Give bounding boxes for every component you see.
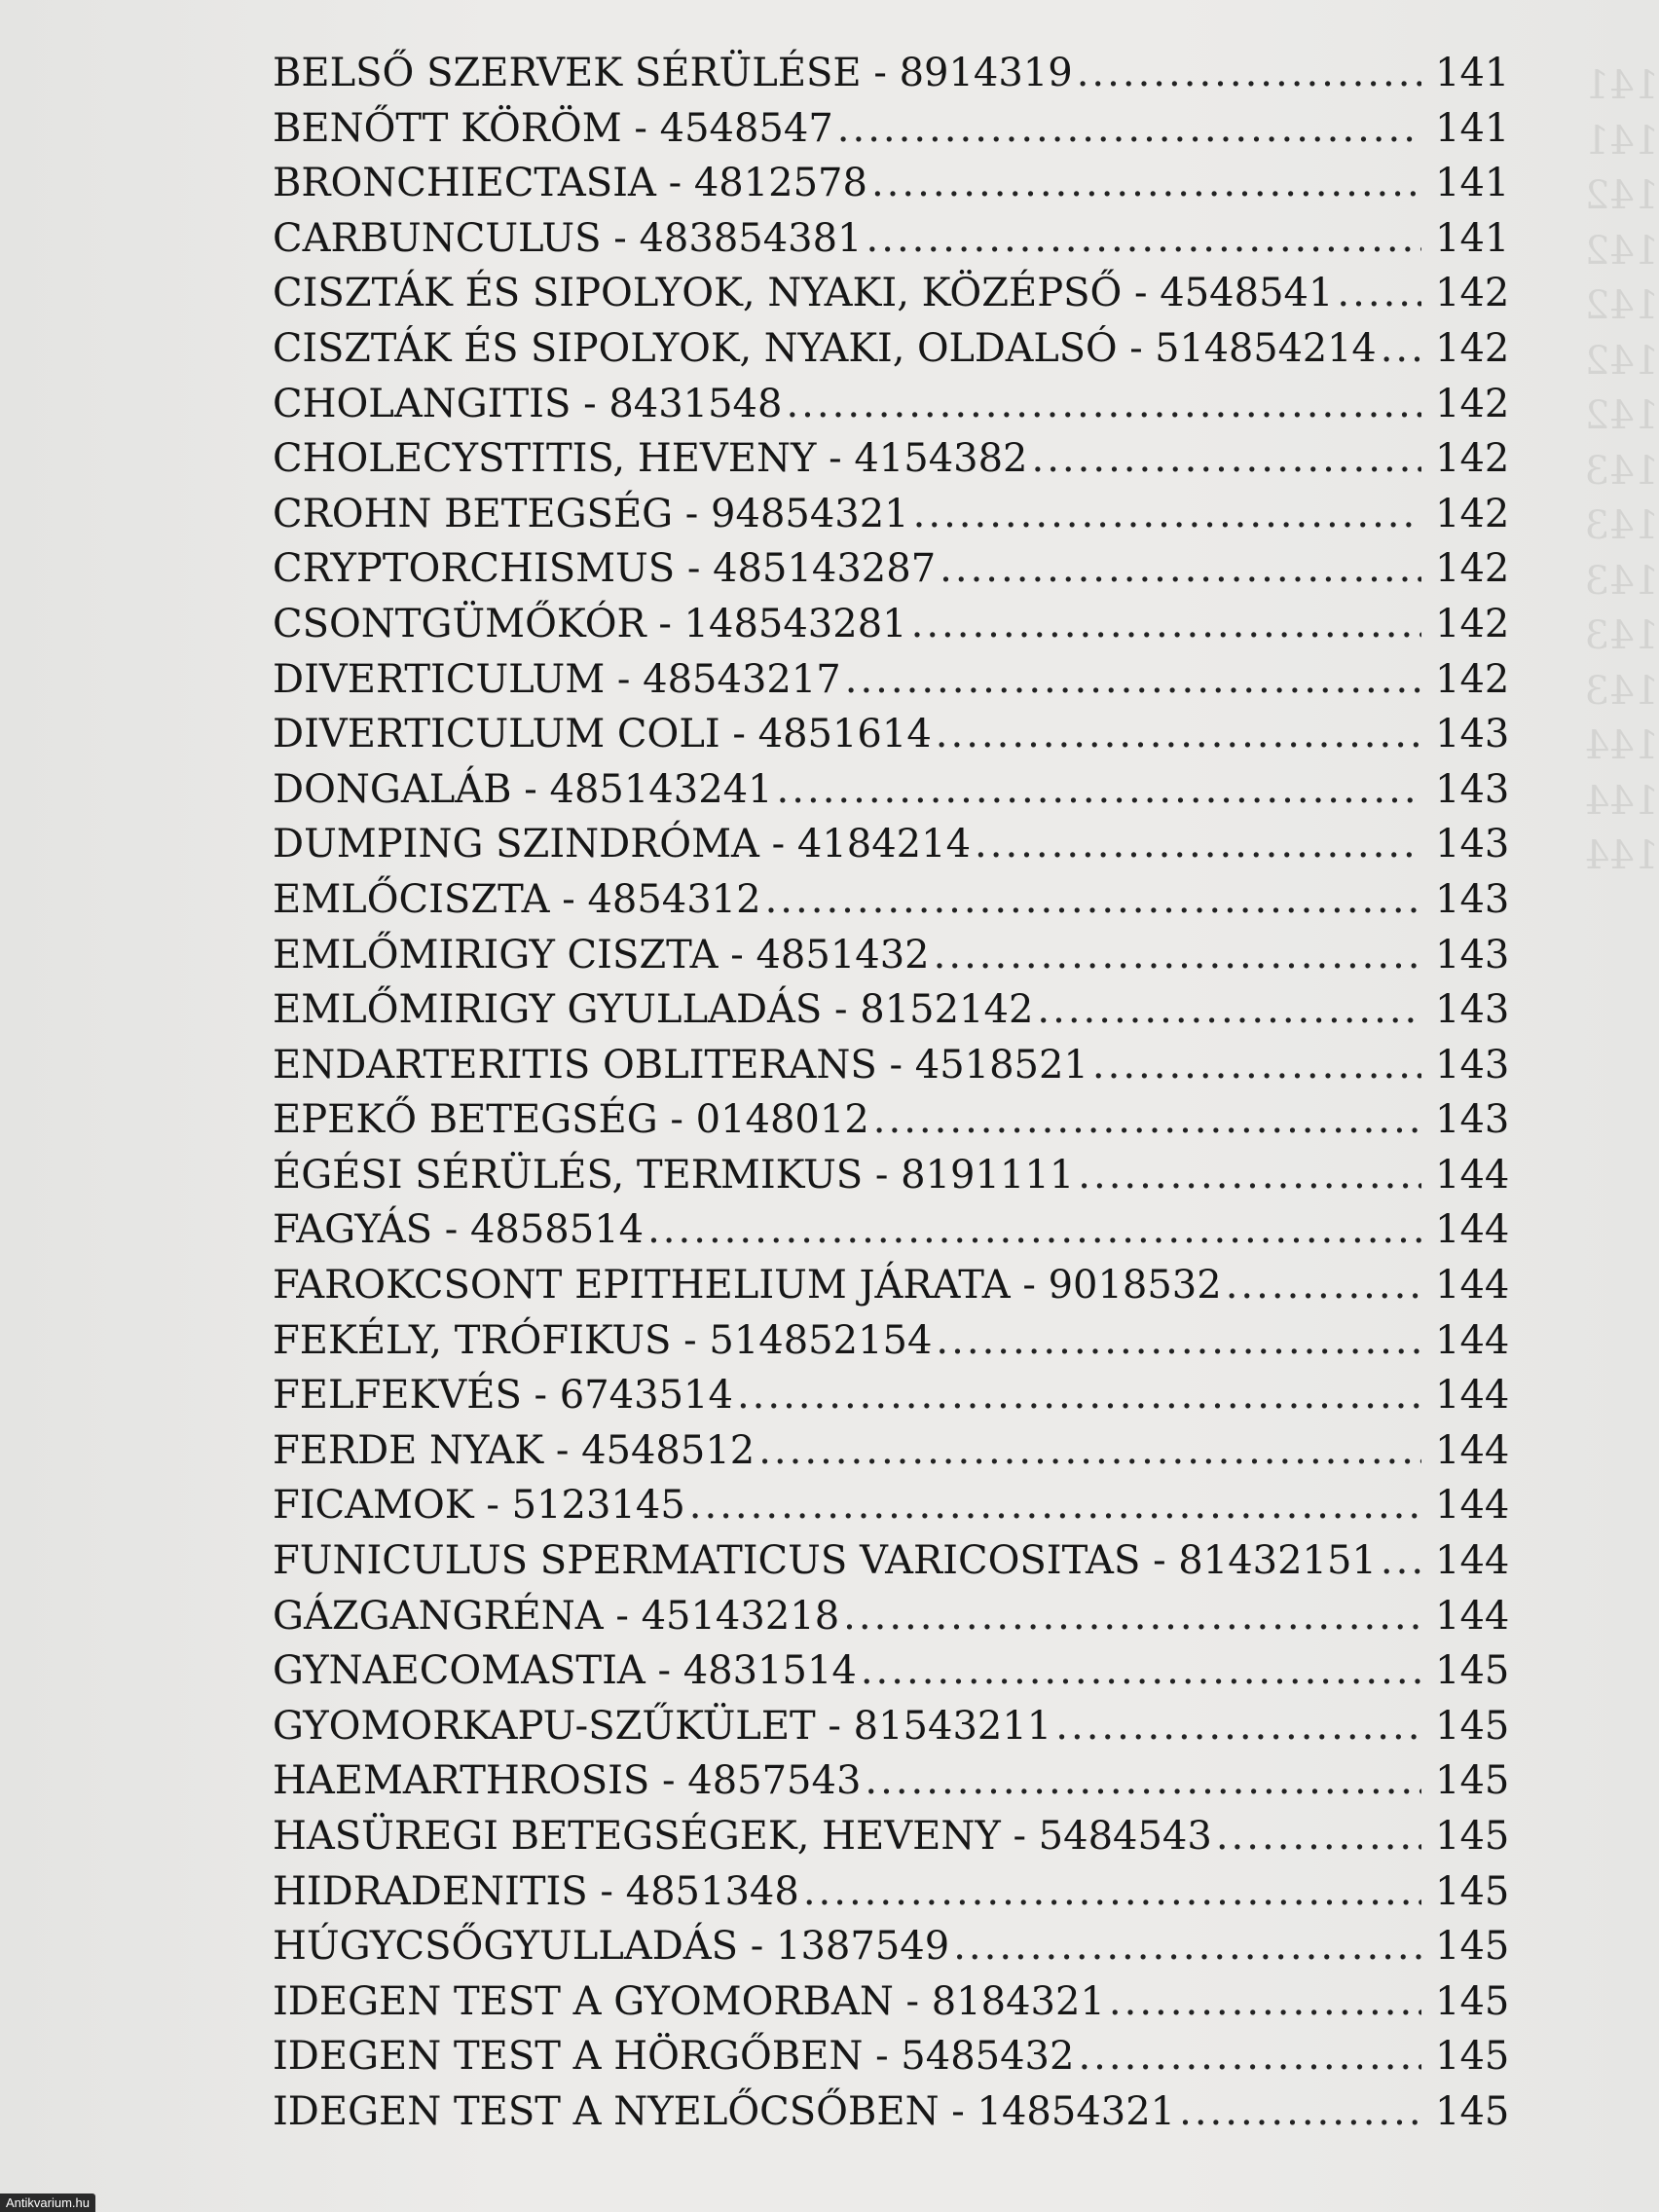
toc-entry-label: GÁZGANGRÉNA - 45143218 (273, 1593, 840, 1639)
toc-entry-label: ENDARTERITIS OBLITERANS - 4518521 (273, 1042, 1088, 1088)
dot-leader (689, 1483, 1421, 1528)
toc-entry (273, 1593, 1510, 1649)
toc-entry-page-number: 142 (1435, 325, 1510, 371)
toc-entry-label: HIDRADENITIS - 4851348 (273, 1868, 799, 1914)
dot-leader (837, 106, 1421, 151)
toc-entry (273, 656, 1510, 713)
dot-leader (786, 382, 1421, 426)
toc-entry-page-number: 143 (1435, 876, 1510, 922)
toc-entry (273, 491, 1510, 547)
toc-entry (273, 766, 1510, 823)
toc-entry-label: DUMPING SZINDRÓMA - 4184214 (273, 822, 972, 867)
toc-entry (273, 1152, 1510, 1208)
dot-leader (871, 161, 1421, 205)
toc-entry-label: CRYPTORCHISMUS - 485143287 (273, 546, 937, 592)
toc-entry (273, 546, 1510, 602)
table-of-contents (273, 51, 1510, 2145)
dot-leader (936, 712, 1421, 756)
dot-leader (845, 657, 1421, 702)
dot-leader (913, 492, 1421, 536)
toc-entry (273, 1097, 1510, 1153)
toc-entry (273, 1648, 1510, 1704)
toc-entry-label: CISZTÁK ÉS SIPOLYOK, NYAKI, KÖZÉPSŐ - 4548541 (273, 271, 1334, 316)
toc-entry-page-number: 142 (1435, 271, 1510, 316)
toc-entry (273, 822, 1510, 877)
toc-entry-label: FEKÉLY, TRÓFIKUS - 514852154 (273, 1317, 933, 1363)
toc-entry (273, 987, 1510, 1043)
toc-entry-label: FUNICULUS SPERMATICUS VARICOSITAS - 81432151 (273, 1538, 1377, 1584)
toc-entry-label: GYNAECOMASTIA - 4831514 (273, 1648, 857, 1694)
toc-entry-label: IDEGEN TEST A HÖRGŐBEN - 5485432 (273, 2034, 1075, 2080)
toc-entry-page-number: 145 (1435, 1924, 1510, 1970)
toc-entry (273, 2034, 1510, 2089)
toc-entry-page-number: 145 (1435, 1978, 1510, 2024)
toc-entry (273, 1978, 1510, 2035)
toc-entry (273, 105, 1510, 162)
dot-leader (1179, 2089, 1421, 2134)
dot-leader (843, 1594, 1421, 1639)
dot-leader (765, 877, 1421, 922)
toc-entry-page-number: 142 (1435, 656, 1510, 702)
toc-entry-label: FICAMOK - 5123145 (273, 1483, 685, 1529)
toc-entry-label: GYOMORKAPU-SZŰKÜLET - 81543211 (273, 1703, 1052, 1749)
dot-leader (737, 1373, 1421, 1418)
toc-entry-page-number: 142 (1435, 491, 1510, 536)
dot-leader (1037, 987, 1421, 1032)
toc-entry (273, 712, 1510, 767)
toc-entry-page-number: 145 (1435, 1648, 1510, 1694)
watermark: Antikvarium.hu (0, 2194, 95, 2212)
toc-entry (273, 876, 1510, 933)
dot-leader (953, 1924, 1421, 1969)
toc-entry-page-number: 143 (1435, 1042, 1510, 1088)
bleed-through-shadow: 141 141 142 142 142 142 142 143 143 143 143 143 144 144 144 (1584, 63, 1659, 878)
dot-leader (1055, 1704, 1421, 1749)
dot-leader (1032, 436, 1422, 481)
toc-entry-label: HAEMARTHROSIS - 4857543 (273, 1758, 862, 1804)
toc-entry-page-number: 144 (1435, 1483, 1510, 1529)
toc-entry (273, 1317, 1510, 1374)
toc-entry-page-number: 145 (1435, 1868, 1510, 1914)
toc-entry-label: CSONTGÜMŐKÓR - 148543281 (273, 601, 907, 646)
toc-entry (273, 325, 1510, 382)
dot-leader (1078, 2034, 1421, 2079)
dot-leader (873, 1097, 1421, 1142)
toc-entry (273, 1758, 1510, 1814)
toc-entry-label: BRONCHIECTASIA - 4812578 (273, 161, 867, 206)
toc-entry-label: BENŐTT KÖRÖM - 4548547 (273, 105, 833, 151)
dot-leader (936, 1318, 1421, 1363)
dot-leader (865, 1758, 1421, 1803)
toc-entry-label: DIVERTICULUM COLI - 4851614 (273, 712, 932, 757)
toc-entry-label: CROHN BETEGSÉG - 94854321 (273, 491, 909, 536)
toc-entry-label: DIVERTICULUM - 48543217 (273, 656, 841, 702)
toc-entry (273, 1263, 1510, 1318)
toc-entry-page-number: 144 (1435, 1373, 1510, 1419)
toc-entry-page-number: 143 (1435, 932, 1510, 977)
toc-entry-page-number: 141 (1435, 51, 1510, 95)
toc-entry-page-number: 142 (1435, 546, 1510, 592)
toc-entry (273, 1207, 1510, 1263)
toc-entry (273, 1924, 1510, 1979)
toc-entry-label: EMLŐMIRIGY GYULLADÁS - 8152142 (273, 987, 1034, 1033)
toc-entry-label: CISZTÁK ÉS SIPOLYOK, NYAKI, OLDALSÓ - 514854214 (273, 325, 1377, 371)
toc-entry-page-number: 145 (1435, 2034, 1510, 2080)
toc-entry (273, 932, 1510, 988)
toc-entry-page-number: 142 (1435, 381, 1510, 426)
dot-leader (934, 933, 1421, 977)
toc-entry-page-number: 144 (1435, 1317, 1510, 1363)
toc-entry-label: EMLŐMIRIGY CISZTA - 4851432 (273, 932, 930, 977)
toc-entry-label: BELSŐ SZERVEK SÉRÜLÉSE - 8914319 (273, 51, 1073, 95)
toc-entry-label: CARBUNCULUS - 483854381 (273, 215, 863, 261)
toc-entry-label: CHOLECYSTITIS, HEVENY - 4154382 (273, 436, 1028, 482)
toc-entry (273, 271, 1510, 326)
toc-entry-label: HÚGYCSŐGYULLADÁS - 1387549 (273, 1924, 950, 1970)
toc-entry-page-number: 145 (1435, 2088, 1510, 2134)
dot-leader (1078, 1153, 1421, 1198)
dot-leader (647, 1207, 1421, 1252)
toc-entry (273, 1373, 1510, 1428)
toc-entry-page-number: 145 (1435, 1758, 1510, 1804)
toc-entry-page-number: 144 (1435, 1538, 1510, 1584)
toc-entry-label: FERDE NYAK - 4548512 (273, 1427, 756, 1473)
toc-entry (273, 601, 1510, 657)
dot-leader (1216, 1814, 1421, 1859)
toc-entry-label: FELFEKVÉS - 6743514 (273, 1373, 733, 1419)
toc-entry-label: ÉGÉSI SÉRÜLÉS, TERMIKUS - 8191111 (273, 1152, 1075, 1198)
dot-leader (803, 1869, 1421, 1914)
toc-entry (273, 215, 1510, 272)
toc-entry-page-number: 145 (1435, 1814, 1510, 1859)
toc-entry-page-number: 144 (1435, 1152, 1510, 1198)
toc-entry-label: IDEGEN TEST A GYOMORBAN - 8184321 (273, 1978, 1105, 2024)
dot-leader (1381, 326, 1421, 371)
dot-leader (975, 822, 1421, 866)
dot-leader (758, 1428, 1421, 1473)
toc-entry (273, 1427, 1510, 1484)
toc-entry-label: DONGALÁB - 485143241 (273, 766, 773, 812)
toc-entry-page-number: 143 (1435, 766, 1510, 812)
toc-entry (273, 161, 1510, 216)
toc-entry-page-number: 143 (1435, 712, 1510, 757)
toc-entry-label: FAROKCSONT EPITHELIUM JÁRATA - 9018532 (273, 1263, 1222, 1309)
toc-entry-page-number: 142 (1435, 436, 1510, 482)
toc-entry-page-number: 141 (1435, 105, 1510, 151)
dot-leader (1077, 51, 1421, 95)
dot-leader (1337, 271, 1421, 315)
toc-entry (273, 1703, 1510, 1759)
dot-leader (1226, 1263, 1421, 1308)
dot-leader (1092, 1043, 1421, 1088)
toc-entry-label: CHOLANGITIS - 8431548 (273, 381, 783, 426)
toc-entry-page-number: 144 (1435, 1593, 1510, 1639)
dot-leader (1381, 1538, 1421, 1583)
toc-entry (273, 1538, 1510, 1594)
dot-leader (777, 767, 1421, 812)
dot-leader (866, 216, 1421, 261)
toc-entry-page-number: 141 (1435, 215, 1510, 261)
dot-leader (861, 1648, 1421, 1693)
toc-entry-page-number: 144 (1435, 1263, 1510, 1309)
toc-entry-page-number: 144 (1435, 1207, 1510, 1253)
dot-leader (940, 546, 1421, 591)
toc-entry (273, 51, 1510, 106)
toc-entry (273, 1042, 1510, 1098)
toc-entry-label: EPEKŐ BETEGSÉG - 0148012 (273, 1097, 869, 1143)
toc-entry-page-number: 143 (1435, 822, 1510, 867)
toc-entry-label: IDEGEN TEST A NYELŐCSŐBEN - 14854321 (273, 2088, 1176, 2134)
toc-entry (273, 2088, 1510, 2145)
toc-entry-page-number: 144 (1435, 1427, 1510, 1473)
toc-entry-label: EMLŐCISZTA - 4854312 (273, 876, 761, 922)
toc-entry (273, 1868, 1510, 1925)
toc-entry-page-number: 143 (1435, 987, 1510, 1033)
dot-leader (1109, 1979, 1421, 2024)
toc-entry (273, 381, 1510, 437)
toc-entry (273, 1483, 1510, 1538)
toc-entry (273, 1814, 1510, 1869)
toc-entry-page-number: 143 (1435, 1097, 1510, 1143)
toc-entry-page-number: 142 (1435, 601, 1510, 646)
toc-entry-label: FAGYÁS - 4858514 (273, 1207, 645, 1253)
toc-entry-page-number: 141 (1435, 161, 1510, 206)
toc-entry-page-number: 145 (1435, 1703, 1510, 1749)
toc-entry-label: HASÜREGI BETEGSÉGEK, HEVENY - 5484543 (273, 1814, 1212, 1859)
dot-leader (911, 602, 1421, 646)
toc-entry (273, 436, 1510, 492)
